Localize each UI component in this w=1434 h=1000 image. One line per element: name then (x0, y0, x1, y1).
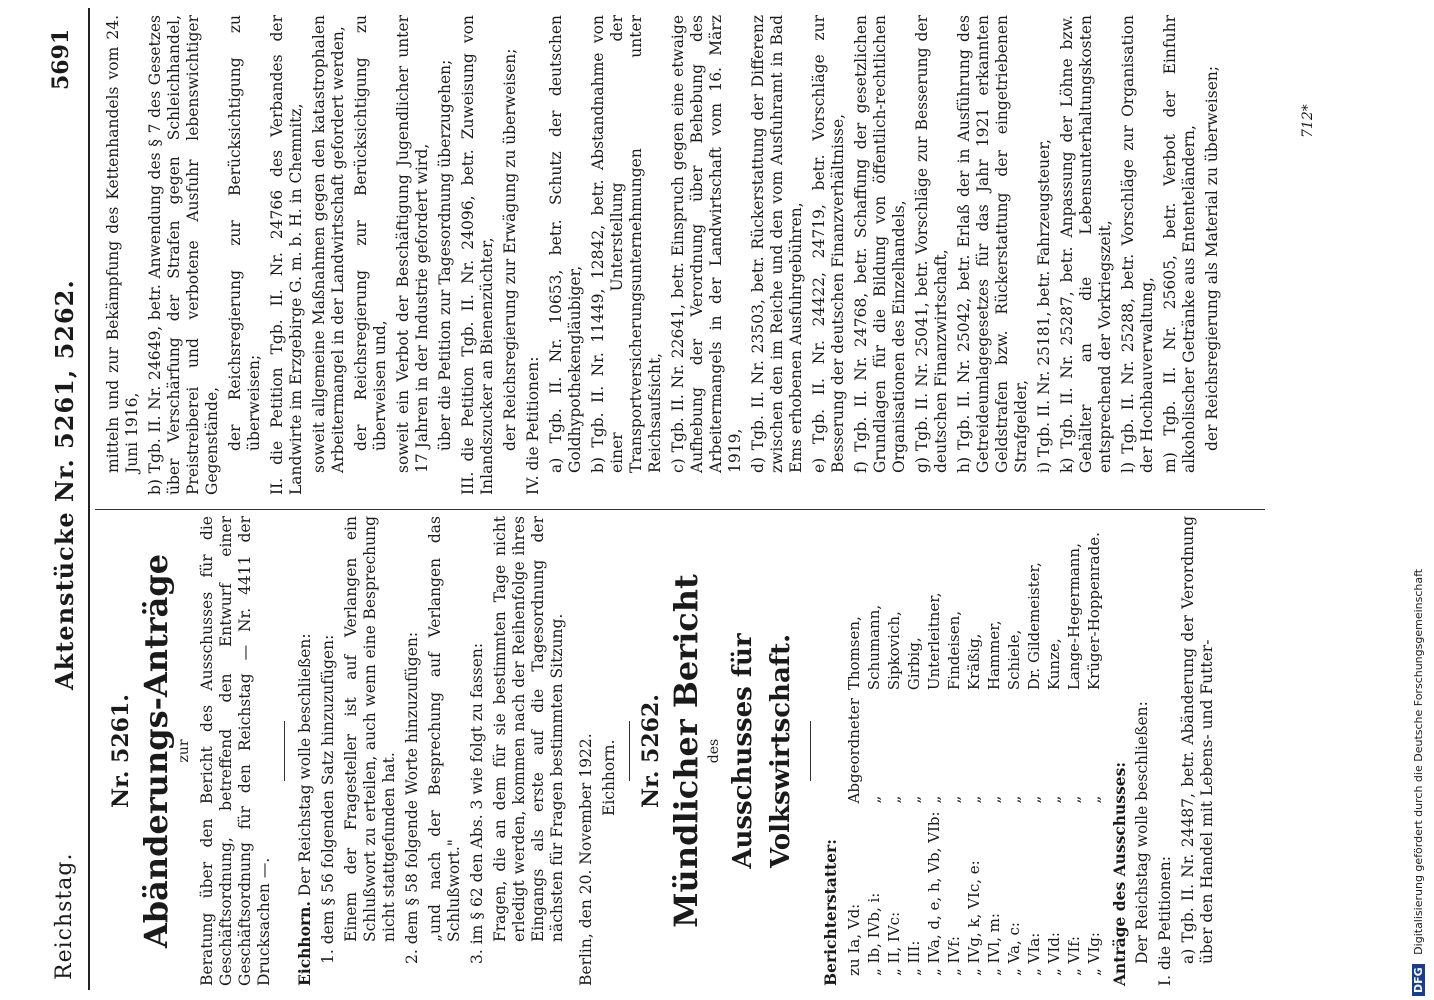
doc-number-5261: Nr. 5261. (108, 694, 134, 808)
antraege-heading: Anträge des Ausschusses: (1110, 761, 1129, 986)
reporter-row (844, 528, 864, 980)
section-II-b: soweit ein Verbot der Beschäftigung Jugendlicher unter 17 Jahren in der Industrie gefordert wird, (394, 15, 431, 473)
header-title: Aktenstücke Nr. 5261, 5262. (50, 279, 79, 690)
reporter-name: Hammer, (985, 620, 1003, 691)
header-left: Reichstag. (52, 852, 77, 980)
reporter-row (904, 528, 924, 980)
reporter-ref: „ IVl, m: (985, 913, 1003, 976)
reporter-name: Schumann, (865, 604, 883, 691)
separator (810, 721, 811, 781)
reporter-row (944, 528, 964, 980)
dfg-logo: DFG (1412, 964, 1425, 996)
reporter-row (1024, 528, 1044, 980)
petition-item: i) Tgb. II. Nr. 25181, betr. Fahrzeugsteuer, (1035, 139, 1053, 473)
section-I: I. die Petitionen: (1156, 856, 1174, 986)
continuation: mitteln und zur Bekämpfung des Kettenhandels vom 24. Juni 1916, (104, 15, 141, 473)
eichhorn-motion (295, 516, 315, 986)
petition-item: d) Tgb. II. Nr. 23503, betr. Rückerstattung der Differenz zwischen den im Reiche und den vom Ausfuhramt in Bad Ems erhobenen Ausfuhrgebühren, (749, 15, 805, 473)
reporter-name: Sipkovich, (885, 611, 903, 691)
reporter-ref: „ Va, c: (1005, 922, 1023, 976)
title-abaenderungs-antraege: Abänderungs-Anträge (137, 553, 175, 949)
right-column (100, 15, 1226, 495)
reporter-role: „ (985, 795, 1003, 804)
reporter-ref: „ VId: (1045, 932, 1063, 976)
reporter-row (864, 528, 884, 980)
petition-item: b) Tgb. II. Nr. 11449, 12842, betr. Abstandnahme von einer Unterstellung der Transportversicherungsunternehmungen unter Reichsaufsicht, (589, 15, 664, 473)
reporter-ref: „ Ib, IVb, i: (865, 892, 883, 976)
reporter-role: „ (965, 795, 983, 804)
reporter-role: „ (1025, 795, 1043, 804)
reporter-row (1004, 528, 1024, 980)
reporter-row (984, 528, 1004, 980)
motion-item-1-quote: Einem der Fragesteller ist auf Verlangen ein Schlußwort zu erteilen, auch wenn eine Besprechung nicht stattgefunden hat. (342, 516, 398, 942)
reporter-row (924, 528, 944, 980)
section-III-action: der Reichsregierung zur Erwägung zu überweisen; (501, 48, 519, 451)
dfg-text: Digitalisierung gefördert durch die Deutsche Forschungsgemeinschaft (1412, 568, 1425, 955)
reporter-ref: „ II, IVc: (885, 911, 903, 976)
date-line: Berlin, den 20. November 1922. (577, 733, 595, 986)
page-mark: 712* (1300, 104, 1316, 138)
section-IV-list (547, 15, 1199, 495)
reporter-role: Abgeordneter (845, 698, 863, 804)
section-IV-action: der Reichsregierung als Material zu überweisen; (1203, 65, 1221, 451)
petition-item: g) Tgb. II. Nr. 25041, betr. Vorschläge zur Besserung der deutschen Finanzwirtschaft, (913, 15, 950, 473)
motion-item-1: 1. dem § 56 folgenden Satz hinzuzufügen: (319, 634, 337, 964)
reporter-ref: „ VIg: (1085, 932, 1103, 976)
reporter-name: Thomsen, (845, 616, 863, 691)
beschliessen-line: Der Reichstag wolle beschließen: (1133, 701, 1151, 964)
reporter-name: Lange-Hegermann, (1065, 543, 1083, 691)
section-IV: IV. die Petitionen: (524, 356, 542, 495)
title-muendlicher-bericht: Mündlicher Bericht (667, 574, 705, 928)
eichhorn-name: Eichhorn. (295, 901, 314, 986)
reporter-role: „ (1085, 795, 1103, 804)
intro-paragraph: Beratung über den Bericht des Ausschusses für die Geschäftsordnung, betreffend den Entwurf einer Geschäftsordnung für den Reichstag — Nr. 4411 der Drucksachen —. (198, 516, 273, 986)
dfg-side-note (1412, 6, 1434, 996)
petition-item: f) Tgb. II. Nr. 24768, betr. Schaffung der gesetzlichen Grundlagen für die Bildung von öffentlich-rechtlichen Organisationen des Einzelhandels, (852, 15, 908, 473)
section-I-action: der Reichsregierung zur Berücksichtigung zu überweisen; (226, 15, 263, 451)
reporter-role: „ (885, 795, 903, 804)
berichterstatter-heading: Berichterstatter: (821, 839, 840, 986)
reporter-name: Kunze, (1045, 638, 1063, 691)
section-I-a: a) Tgb. II. Nr. 24487, betr. Abänderung der Verordnung über den Handel mit Lebens- und Futter- (1179, 516, 1216, 964)
reporter-name: Girbig, (905, 637, 923, 691)
petition-item: e) Tgb. II. Nr. 24422, 24719, betr. Vorschläge zur Besserung der deutschen Finanzverhältnisse, (810, 15, 847, 473)
reporter-role: „ (1065, 795, 1083, 804)
reporter-ref: „ VIa: (1025, 932, 1043, 976)
reporter-name: Findeisen, (945, 610, 963, 691)
reporter-ref: „ III: (905, 940, 923, 976)
reporter-row (964, 528, 984, 980)
petition-item: a) Tgb. II. Nr. 10653, betr. Schutz der deutschen Goldhypothekengläubiger, (547, 15, 584, 473)
reporter-name: Krüger-Hoppenrade. (1085, 532, 1103, 691)
reporters-table (844, 528, 1104, 980)
doc-number-5262: Nr. 5262. (638, 694, 664, 808)
section-II: II. die Petition Tgb. II. Nr. 24766 des Verbandes der Landwirte im Erzgebirge G. m. b. H. in Chemnitz, (268, 15, 305, 495)
petition-item: m) Tgb. II. Nr. 25605, betr. Verbot der Einfuhr alkoholischer Getränke aus Ententeländern, (1161, 15, 1198, 473)
section-I-b: b) Tgb. II. Nr. 24649, betr. Anwendung des § 7 des Gesetzes über Verschärfung der Strafen gegen Schleichhandel, Preistreiberei und verbotene Ausfuhr lebenswichtiger Gegenstände, (146, 15, 221, 495)
page-number: 5691 (48, 28, 74, 90)
reporter-name: Unterleitner, (925, 592, 943, 691)
separator (284, 721, 285, 781)
reporter-ref: „ IVf: (945, 936, 963, 976)
reporter-row (1064, 528, 1084, 980)
header-rule (88, 8, 90, 990)
reporter-role: „ (1005, 795, 1023, 804)
reporter-role: „ (865, 795, 883, 804)
separator (629, 721, 630, 781)
reporter-ref: „ IVg, k, VIc, e: (965, 860, 983, 976)
reporter-ref: „ VIf: (1065, 936, 1083, 976)
motion-item-3-quote: Fragen, die an dem für sie bestimmten Tage nicht erledigt werden, kommen nach der Reihenfolge ihres Eingangs als erste auf die Tagesordnung der nächsten für Fragen bestimmten Sitzung. (491, 516, 566, 942)
reporter-role: „ (1045, 795, 1063, 804)
motion-item-2: 2. dem § 58 folgende Worte hinzuzufügen: (403, 631, 421, 964)
eichhorn-text: Der Reichstag wolle beschließen: (296, 633, 314, 897)
reporter-row (1084, 528, 1104, 980)
petition-item: c) Tgb. II. Nr. 22641, betr. Einspruch gegen eine etwaige Aufhebung der Verordnung über Behebung des Arbeitermangels in der Landwirtschaft vom 16. März 1919, (669, 15, 744, 473)
reporter-name: Dr. Gildemeister, (1025, 562, 1043, 691)
petition-item: k) Tgb. II. Nr. 25287, betr. Anpassung der Löhne bzw. Gehälter an die Lebensunterhaltungskosten entsprechend der Vorkriegszeit, (1058, 15, 1114, 473)
reporter-row (1044, 528, 1064, 980)
signature: Eichhorn. (600, 739, 618, 816)
des-label: des (706, 738, 722, 764)
petition-item: h) Tgb. II. Nr. 25042, betr. Erlaß der in Ausführung des Getreideumlagegesetzes für das Jahr 1921 erkannten Geldstrafen bzw. Rückerstattung der eingetriebenen Strafgelder, (955, 15, 1030, 473)
reporter-ref: „ IVa, d, e, h, Vb, VIb: (925, 811, 943, 976)
section-II-b-action: über die Petition zur Tagesordnung überzugehen; (436, 59, 454, 451)
reporter-name: Schiele, (1005, 629, 1023, 691)
zur-label: zur (176, 739, 192, 763)
motion-item-3: 3. im § 62 den Abs. 3 wie folgt zu fassen: (468, 642, 486, 964)
title-ausschuss: Ausschusses für Volkswirtschaft. (728, 633, 796, 869)
motion-item-2-quote: „und nach der Besprechung auf Verlangen das Schlußwort." (426, 516, 463, 942)
left-column (100, 516, 1221, 986)
petition-item: l) Tgb. II. Nr. 25288, betr. Vorschläge zur Organisation der Hochbauverwaltung, (1119, 15, 1156, 473)
reporter-row (884, 528, 904, 980)
section-III: III. die Petition Tgb. II. Nr. 24096, betr. Zuweisung von Inlandszucker an Bienenzüchter, (459, 15, 496, 495)
reporter-ref: zu Ia, Vd: (845, 903, 863, 976)
section-II-a-action: der Reichsregierung zur Berücksichtigung zu überweisen und, (352, 15, 389, 451)
reporter-role: „ (945, 795, 963, 804)
reporter-role: „ (925, 795, 943, 804)
column-divider (95, 509, 1265, 510)
reporter-name: Kräßig, (965, 633, 983, 691)
reporter-role: „ (905, 795, 923, 804)
section-II-a: soweit allgemeine Maßnahmen gegen den katastrophalen Arbeitermangel in der Landwirtschaft gefordert werden, (310, 15, 347, 473)
